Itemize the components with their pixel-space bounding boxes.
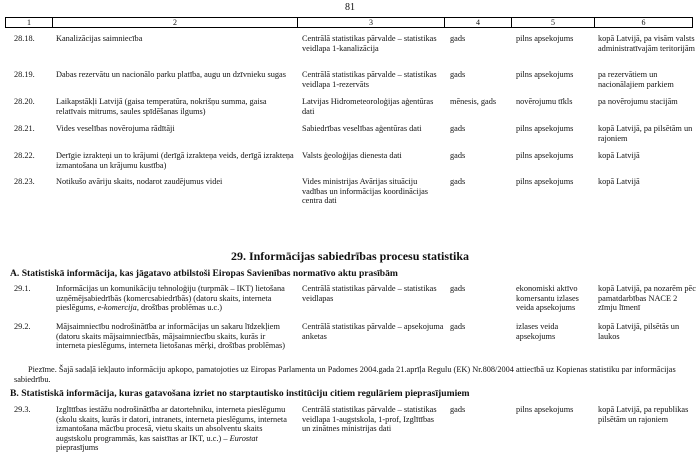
row-detail: kopā Latvijā, pa nozarēm pēc pamatdarbības NACE 2 zīmju līmenī bbox=[598, 284, 696, 313]
row-method: pilns apsekojums bbox=[516, 405, 574, 414]
row-number: 29.1. bbox=[14, 284, 31, 293]
row-source: Vides ministrijas Avārijas situāciju vadības un informācijas koordinācijas centra dati bbox=[302, 177, 429, 206]
row-source: Valsts ģeoloģijas dienesta dati bbox=[302, 151, 402, 160]
row-number: 28.21. bbox=[14, 124, 35, 133]
note-paragraph: Piezīme. Šajā sadaļā iekļauto informāciju apkopo, pamatojoties uz Eiropas Parlamenta un Padomes 2004.gada 21.aprīļa Regulu (EK) Nr.808/2004 attiecībā uz Kopienas statistiku par informācijas sabiedrību. bbox=[14, 365, 676, 384]
row-source: Centrālā statistikas pārvalde – statistikas veidlapa 1-rezervāts bbox=[302, 70, 437, 89]
row-method: pilns apsekojums bbox=[516, 124, 574, 133]
column-header-cell: 6 bbox=[595, 18, 693, 28]
row-method: pilns apsekojums bbox=[516, 34, 574, 43]
row-description: Derīgie izrakteņi un to krājumi (derīgā izrakteņa veids, derīgā izrakteņa izmantošana un krājumu kustība) bbox=[56, 151, 294, 170]
column-number-header bbox=[5, 17, 693, 28]
section-title: 29. Informācijas sabiedrības procesu statistika bbox=[230, 249, 470, 263]
row-method: pilns apsekojums bbox=[516, 151, 574, 160]
row-description: Informācijas un komunikāciju tehnoloģiju (turpmāk – IKT) lietošana uzņēmējsabiedrībās (komercsabiedrībās) (datoru skaits, interneta pieslēgums, e-komercija, drošības problēmas u.c.) bbox=[56, 284, 285, 313]
row-detail: kopā Latvijā bbox=[598, 177, 640, 186]
row-frequency: mēnesis, gads bbox=[450, 97, 497, 106]
row-frequency: gads bbox=[450, 405, 466, 414]
row-frequency: gads bbox=[450, 284, 466, 293]
row-method: pilns apsekojums bbox=[516, 70, 574, 79]
row-detail: pa rezervātiem un nacionālajiem parkiem bbox=[598, 70, 674, 89]
row-frequency: gads bbox=[450, 124, 466, 133]
row-number: 29.2. bbox=[14, 322, 31, 331]
row-frequency: gads bbox=[450, 70, 466, 79]
row-source: Centrālā statistikas pārvalde – apsekojuma anketas bbox=[302, 322, 444, 341]
row-number: 28.19. bbox=[14, 70, 35, 79]
row-source: Centrālā statistikas pārvalde – statistikas veidlapa 1-kanalizācija bbox=[302, 34, 437, 53]
row-description: Dabas rezervātu un nacionālo parku platība, augu un dzīvnieku sugas bbox=[56, 70, 286, 79]
column-header-cell: 4 bbox=[445, 18, 512, 28]
row-source: Centrālā statistikas pārvalde – statistikas veidlapas bbox=[302, 284, 437, 303]
row-frequency: gads bbox=[450, 322, 466, 331]
row-number: 28.23. bbox=[14, 177, 35, 186]
row-source: Centrālā statistikas pārvalde – statistikas veidlapa 1-augstskola, 1-prof, Izglītības un zinātnes ministrijas dati bbox=[302, 405, 437, 434]
column-header-cell: 1 bbox=[6, 18, 53, 28]
row-frequency: gads bbox=[450, 151, 466, 160]
row-method: izlases veida apsekojums bbox=[516, 322, 559, 341]
row-frequency: gads bbox=[450, 34, 466, 43]
column-header-cell: 2 bbox=[53, 18, 298, 28]
row-description: Kanalizācijas saimniecība bbox=[56, 34, 143, 43]
row-source: Latvijas Hidrometeoroloģijas aģentūras dati bbox=[302, 97, 434, 116]
row-description: Izglītības iestāžu nodrošinātība ar datortehniku, interneta pieslēgumu (skolu skaits, kurās ir datori, intranets, interneta pieslēgums, interneta izmantošana mācību procesā, vietu skaits un absolventu skaits augstskolu programmās, kas saistītas ar IKT, u.c.) – Eurostat pieprasījums bbox=[56, 405, 287, 453]
row-detail: kopā Latvijā, pa visām valsts administratīvajām teritorijām bbox=[598, 34, 695, 53]
row-source: Sabiedrības veselības aģentūras dati bbox=[302, 124, 422, 133]
row-detail: pa novērojumu stacijām bbox=[598, 97, 678, 106]
subsection-b-heading: B. Statistiskā informācija, kuras gatavošana izriet no starptautisko institūciju citiem regulāriem pieprasījumiem bbox=[10, 388, 470, 399]
row-detail: kopā Latvijā bbox=[598, 151, 640, 160]
row-description: Laikapstākļi Latvijā (gaisa temperatūra, nokrišņu summa, gaisa relatīvais mitrums, saules spīdēšanas ilgums) bbox=[56, 97, 267, 116]
row-number: 28.22. bbox=[14, 151, 35, 160]
row-method: pilns apsekojums bbox=[516, 177, 574, 186]
row-description: Notikušo avāriju skaits, nodarot zaudējumus videi bbox=[56, 177, 223, 186]
row-method: ekonomiski aktīvo komersantu izlases veida apsekojums bbox=[516, 284, 579, 313]
page-number: 81 bbox=[345, 2, 355, 13]
row-description: Vides veselības novērojuma rādītāji bbox=[56, 124, 175, 133]
row-number: 28.18. bbox=[14, 34, 35, 43]
row-description: Mājsaimniecību nodrošinātība ar informācijas un sakaru līdzekļiem (datoru skaits mājsaimniecībās, mājsaimniecību skaits, kurās ir interneta pieslēgums, interneta lietošanas mērķi, drošības problēmas) bbox=[56, 322, 286, 351]
row-method: novērojumu tīkls bbox=[516, 97, 573, 106]
column-header-cell: 3 bbox=[298, 18, 445, 28]
row-detail: kopā Latvijā, pa pilsētām un rajoniem bbox=[598, 124, 693, 143]
column-header-cell: 5 bbox=[512, 18, 595, 28]
row-detail: kopā Latvijā, pilsētās un laukos bbox=[598, 322, 680, 341]
subsection-a-heading: A. Statistiskā informācija, kas jāgatavo atbilstoši Eiropas Savienības normatīvo aktu prasībām bbox=[10, 268, 398, 279]
row-frequency: gads bbox=[450, 177, 466, 186]
row-number: 28.20. bbox=[14, 97, 35, 106]
row-number: 29.3. bbox=[14, 405, 31, 414]
row-detail: kopā Latvijā, pa republikas pilsētām un rajoniem bbox=[598, 405, 689, 424]
